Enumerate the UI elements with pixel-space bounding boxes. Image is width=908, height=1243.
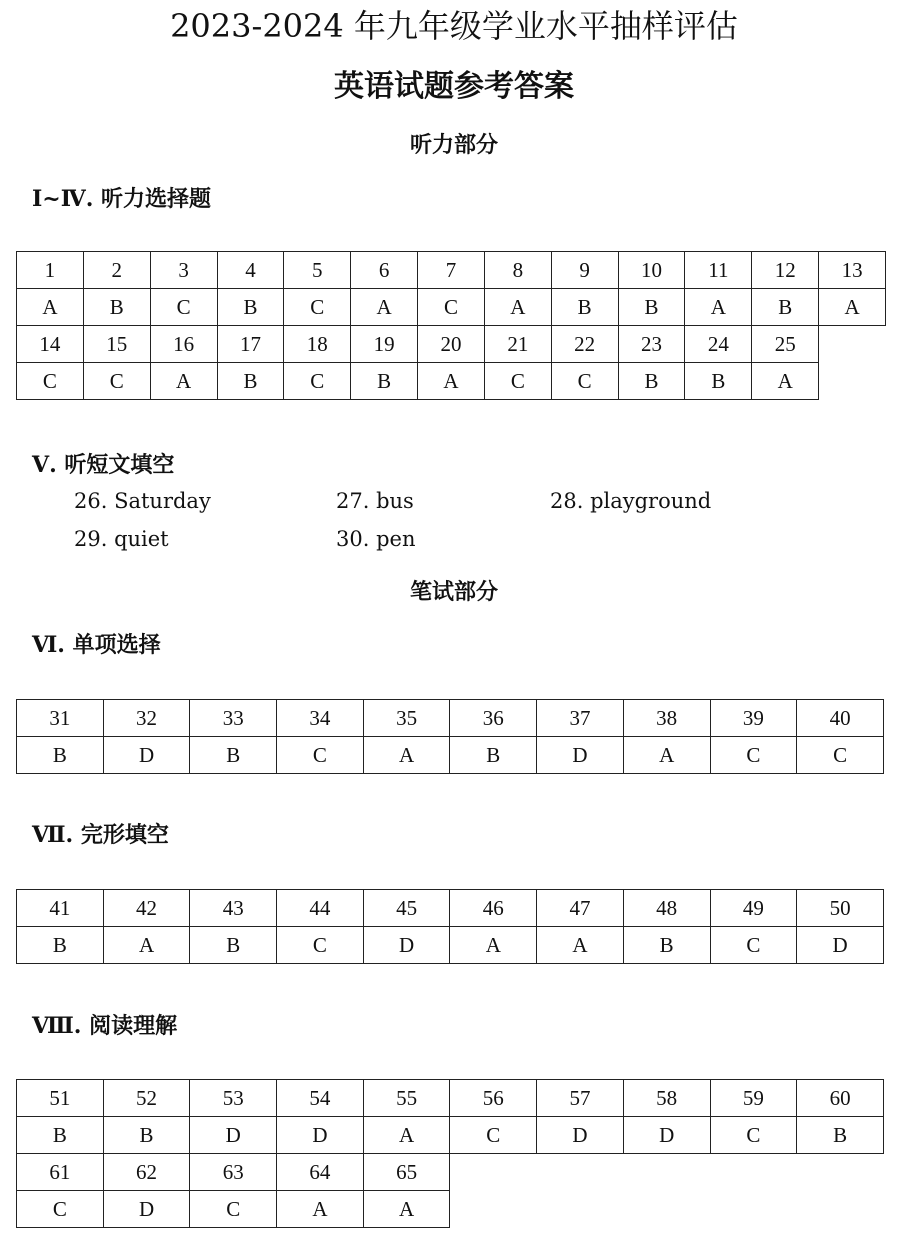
question-number: 23 bbox=[618, 326, 685, 363]
empty-cell bbox=[797, 1191, 884, 1228]
table-row bbox=[17, 289, 886, 326]
question-number: 17 bbox=[217, 326, 284, 363]
table-row bbox=[17, 1080, 884, 1117]
answer-cell: C bbox=[710, 737, 797, 774]
heading-listening-choice: Ⅰ~Ⅳ. 听力选择题 bbox=[32, 186, 212, 212]
answer-cell: C bbox=[551, 363, 618, 400]
question-number: 32 bbox=[103, 700, 190, 737]
reading-answer-table bbox=[16, 1079, 884, 1228]
answer-cell: D bbox=[103, 1191, 190, 1228]
table-row bbox=[17, 1154, 884, 1191]
empty-cell bbox=[710, 1191, 797, 1228]
question-number: 24 bbox=[685, 326, 752, 363]
answer-cell: B bbox=[17, 1117, 104, 1154]
answer-cell: A bbox=[150, 363, 217, 400]
question-number: 12 bbox=[752, 252, 819, 289]
answer-cell: B bbox=[190, 737, 277, 774]
empty-cell bbox=[450, 1191, 537, 1228]
answer-cell: C bbox=[190, 1191, 277, 1228]
question-number: 58 bbox=[623, 1080, 710, 1117]
question-number: 5 bbox=[284, 252, 351, 289]
listening-answer-table bbox=[16, 251, 886, 400]
answer-cell: A bbox=[623, 737, 710, 774]
answer-cell: B bbox=[17, 927, 104, 964]
answer-cell: C bbox=[17, 1191, 104, 1228]
answer-cell: D bbox=[277, 1117, 364, 1154]
answer-cell: D bbox=[623, 1117, 710, 1154]
answer-cell: C bbox=[150, 289, 217, 326]
question-number: 34 bbox=[277, 700, 364, 737]
table-row bbox=[17, 927, 884, 964]
fill-answer: 28. playground bbox=[550, 489, 712, 513]
section-written-part: 笔试部分 bbox=[409, 579, 498, 605]
empty-cell bbox=[797, 1154, 884, 1191]
question-number: 42 bbox=[103, 890, 190, 927]
question-number: 61 bbox=[17, 1154, 104, 1191]
answer-cell: B bbox=[618, 363, 685, 400]
cloze-answer-table bbox=[16, 889, 884, 964]
question-number: 33 bbox=[190, 700, 277, 737]
question-number: 31 bbox=[17, 700, 104, 737]
answer-cell: A bbox=[752, 363, 819, 400]
answer-cell: D bbox=[537, 737, 624, 774]
table-row bbox=[17, 737, 884, 774]
answer-cell: B bbox=[618, 289, 685, 326]
answer-cell: B bbox=[83, 289, 150, 326]
question-number: 54 bbox=[277, 1080, 364, 1117]
answer-cell: D bbox=[363, 927, 450, 964]
answer-cell: B bbox=[752, 289, 819, 326]
answer-cell: B bbox=[103, 1117, 190, 1154]
question-number: 25 bbox=[752, 326, 819, 363]
answer-cell: A bbox=[450, 927, 537, 964]
question-number: 18 bbox=[284, 326, 351, 363]
question-number: 59 bbox=[710, 1080, 797, 1117]
heading-single-choice: Ⅵ. 单项选择 bbox=[32, 632, 161, 658]
answer-cell: B bbox=[685, 363, 752, 400]
answer-cell: A bbox=[363, 737, 450, 774]
question-number: 1 bbox=[17, 252, 84, 289]
answer-cell: A bbox=[17, 289, 84, 326]
question-number: 49 bbox=[710, 890, 797, 927]
question-number: 57 bbox=[537, 1080, 624, 1117]
table-row bbox=[17, 326, 886, 363]
answer-cell: D bbox=[537, 1117, 624, 1154]
answer-cell: A bbox=[363, 1191, 450, 1228]
answer-cell: C bbox=[83, 363, 150, 400]
question-number: 43 bbox=[190, 890, 277, 927]
heading-cloze: Ⅶ. 完形填空 bbox=[32, 822, 169, 848]
answer-cell: C bbox=[484, 363, 551, 400]
answer-cell: C bbox=[284, 363, 351, 400]
answer-cell: B bbox=[217, 289, 284, 326]
question-number: 7 bbox=[418, 252, 485, 289]
question-number: 50 bbox=[797, 890, 884, 927]
question-number: 63 bbox=[190, 1154, 277, 1191]
answer-cell: A bbox=[418, 363, 485, 400]
question-number: 35 bbox=[363, 700, 450, 737]
table-row bbox=[17, 1191, 884, 1228]
answer-cell: C bbox=[17, 363, 84, 400]
question-number: 51 bbox=[17, 1080, 104, 1117]
answer-cell: B bbox=[217, 363, 284, 400]
answer-cell: B bbox=[351, 363, 418, 400]
question-number: 55 bbox=[363, 1080, 450, 1117]
empty-cell bbox=[623, 1154, 710, 1191]
page-subtitle: 英语试题参考答案 bbox=[334, 69, 574, 104]
answer-cell: B bbox=[190, 927, 277, 964]
question-number: 14 bbox=[17, 326, 84, 363]
answer-cell: A bbox=[277, 1191, 364, 1228]
answer-cell: C bbox=[418, 289, 485, 326]
question-number: 56 bbox=[450, 1080, 537, 1117]
question-number: 3 bbox=[150, 252, 217, 289]
table-row bbox=[17, 252, 886, 289]
fill-answer: 26. Saturday bbox=[74, 489, 211, 513]
empty-cell bbox=[710, 1154, 797, 1191]
question-number: 60 bbox=[797, 1080, 884, 1117]
question-number: 37 bbox=[537, 700, 624, 737]
question-number: 45 bbox=[363, 890, 450, 927]
empty-cell bbox=[623, 1191, 710, 1228]
question-number: 4 bbox=[217, 252, 284, 289]
empty-cell bbox=[819, 326, 886, 363]
fill-answer: 30. pen bbox=[336, 527, 416, 551]
table-row bbox=[17, 1117, 884, 1154]
single-choice-answer-table bbox=[16, 699, 884, 774]
question-number: 39 bbox=[710, 700, 797, 737]
answer-cell: B bbox=[450, 737, 537, 774]
answer-cell: D bbox=[103, 737, 190, 774]
question-number: 9 bbox=[551, 252, 618, 289]
question-number: 11 bbox=[685, 252, 752, 289]
question-number: 10 bbox=[618, 252, 685, 289]
question-number: 48 bbox=[623, 890, 710, 927]
section-listening-part: 听力部分 bbox=[409, 132, 498, 158]
table-row bbox=[17, 890, 884, 927]
empty-cell bbox=[537, 1191, 624, 1228]
answer-cell: C bbox=[450, 1117, 537, 1154]
question-number: 47 bbox=[537, 890, 624, 927]
question-number: 2 bbox=[83, 252, 150, 289]
table-row bbox=[17, 700, 884, 737]
heading-reading: Ⅷ. 阅读理解 bbox=[32, 1013, 178, 1039]
answer-cell: A bbox=[484, 289, 551, 326]
question-number: 38 bbox=[623, 700, 710, 737]
question-number: 64 bbox=[277, 1154, 364, 1191]
question-number: 22 bbox=[551, 326, 618, 363]
empty-cell bbox=[819, 363, 886, 400]
question-number: 36 bbox=[450, 700, 537, 737]
answer-cell: B bbox=[17, 737, 104, 774]
answer-cell: B bbox=[623, 927, 710, 964]
answer-cell: A bbox=[537, 927, 624, 964]
empty-cell bbox=[537, 1154, 624, 1191]
answer-cell: B bbox=[797, 1117, 884, 1154]
answer-cell: A bbox=[363, 1117, 450, 1154]
question-number: 41 bbox=[17, 890, 104, 927]
question-number: 21 bbox=[484, 326, 551, 363]
answer-cell: D bbox=[797, 927, 884, 964]
question-number: 53 bbox=[190, 1080, 277, 1117]
question-number: 46 bbox=[450, 890, 537, 927]
fill-answer: 27. bus bbox=[336, 489, 414, 513]
answer-cell: C bbox=[710, 1117, 797, 1154]
answer-cell: A bbox=[351, 289, 418, 326]
heading-listening-fill: Ⅴ. 听短文填空 bbox=[32, 452, 175, 478]
question-number: 44 bbox=[277, 890, 364, 927]
question-number: 6 bbox=[351, 252, 418, 289]
question-number: 40 bbox=[797, 700, 884, 737]
question-number: 20 bbox=[418, 326, 485, 363]
answer-cell: A bbox=[819, 289, 886, 326]
question-number: 16 bbox=[150, 326, 217, 363]
question-number: 65 bbox=[363, 1154, 450, 1191]
answer-cell: A bbox=[103, 927, 190, 964]
answer-cell: C bbox=[284, 289, 351, 326]
question-number: 13 bbox=[819, 252, 886, 289]
answer-cell: C bbox=[710, 927, 797, 964]
answer-cell: C bbox=[797, 737, 884, 774]
answer-cell: D bbox=[190, 1117, 277, 1154]
answer-cell: C bbox=[277, 927, 364, 964]
question-number: 8 bbox=[484, 252, 551, 289]
fill-answer: 29. quiet bbox=[74, 527, 169, 551]
answer-cell: C bbox=[277, 737, 364, 774]
empty-cell bbox=[450, 1154, 537, 1191]
page-title: 2023-2024 年九年级学业水平抽样评估 bbox=[170, 7, 738, 45]
question-number: 19 bbox=[351, 326, 418, 363]
answer-cell: B bbox=[551, 289, 618, 326]
question-number: 62 bbox=[103, 1154, 190, 1191]
question-number: 52 bbox=[103, 1080, 190, 1117]
answer-cell: A bbox=[685, 289, 752, 326]
question-number: 15 bbox=[83, 326, 150, 363]
table-row bbox=[17, 363, 886, 400]
